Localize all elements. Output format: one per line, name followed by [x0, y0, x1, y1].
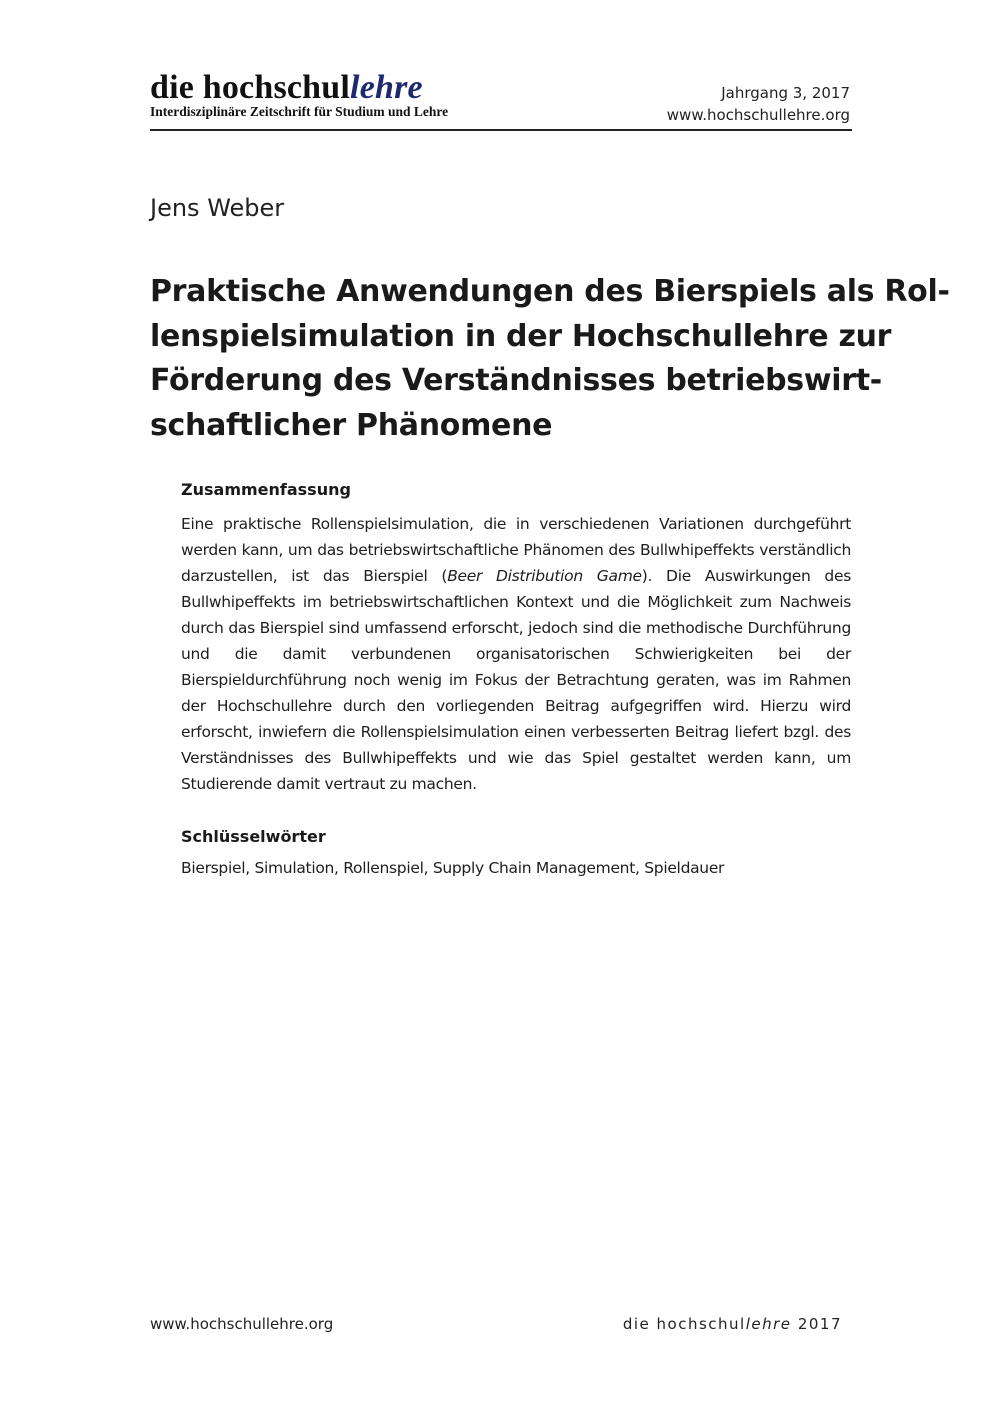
abstract-text-part1: Eine praktische Rollenspielsimulation, die in verschiedenen Variationen durchgeführt werden kann, um das betriebswirtschaftliche Phänomen des Bullwhipeffekts verständlich darzustellen, ist das Bierspiel (: [181, 515, 851, 585]
article-author: Jens Weber: [150, 194, 285, 222]
footer-website: www.hochschullehre.org: [150, 1315, 334, 1333]
keywords-text: Bierspiel, Simulation, Rollenspiel, Supply Chain Management, Spieldauer: [181, 859, 725, 877]
footer-journal-part1: die hochschul: [622, 1315, 746, 1333]
journal-volume: Jahrgang 3, 2017: [721, 84, 850, 102]
footer-journal-year: [623, 1315, 842, 1333]
abstract-text: [181, 511, 851, 797]
journal-name-part1: die hochschul: [150, 69, 351, 106]
journal-name-part2: lehre: [350, 69, 423, 106]
journal-website: www.hochschullehre.org: [666, 106, 850, 124]
header-divider: [150, 129, 852, 131]
journal-logo: [150, 70, 448, 119]
abstract-heading: Zusammenfassung: [181, 480, 351, 499]
abstract-text-italic: Beer Distribution Game: [447, 567, 642, 585]
journal-name: [150, 70, 448, 106]
journal-subtitle: Interdisziplinäre Zeitschrift für Studium und Lehre: [150, 104, 449, 119]
keywords-heading: Schlüsselwörter: [181, 827, 326, 846]
title-line: Praktische Anwendungen des Bierspiels als Rol-: [150, 274, 950, 309]
article-title: [150, 270, 950, 448]
title-line: schaftlicher Phänomene: [150, 407, 553, 443]
header-meta: [667, 82, 850, 126]
footer-journal-part2: lehre: [745, 1315, 792, 1333]
footer-year: 2017: [791, 1315, 842, 1333]
title-line: Förderung des Verständnisses betriebswirt-: [150, 363, 882, 398]
title-line: lenspielsimulation in der Hochschullehre zur: [150, 318, 892, 354]
abstract-text-part2: ). Die Auswirkungen des Bullwhipeffekts im betriebswirtschaftlichen Kontext und die Möglichkeit zum Nachweis durch das Bierspiel sind umfassend erforscht, jedoch sind die methodische Durchführung und die damit verbundenen organisatorischen Schwierigkeiten bei der Bierspieldurchführung noch wenig im Fokus der Betrachtung geraten, was im Rahmen der Hochschullehre durch den vorliegenden Beitrag aufgegriffen wird. Hierzu wird erforscht, inwiefern die Rollenspielsimulation einen verbesserten Beitrag liefert bzgl. des Verständnisses des Bullwhipeffekts und wie das Spiel gestaltet werden kann, um Studierende damit vertraut zu machen.: [181, 567, 851, 793]
